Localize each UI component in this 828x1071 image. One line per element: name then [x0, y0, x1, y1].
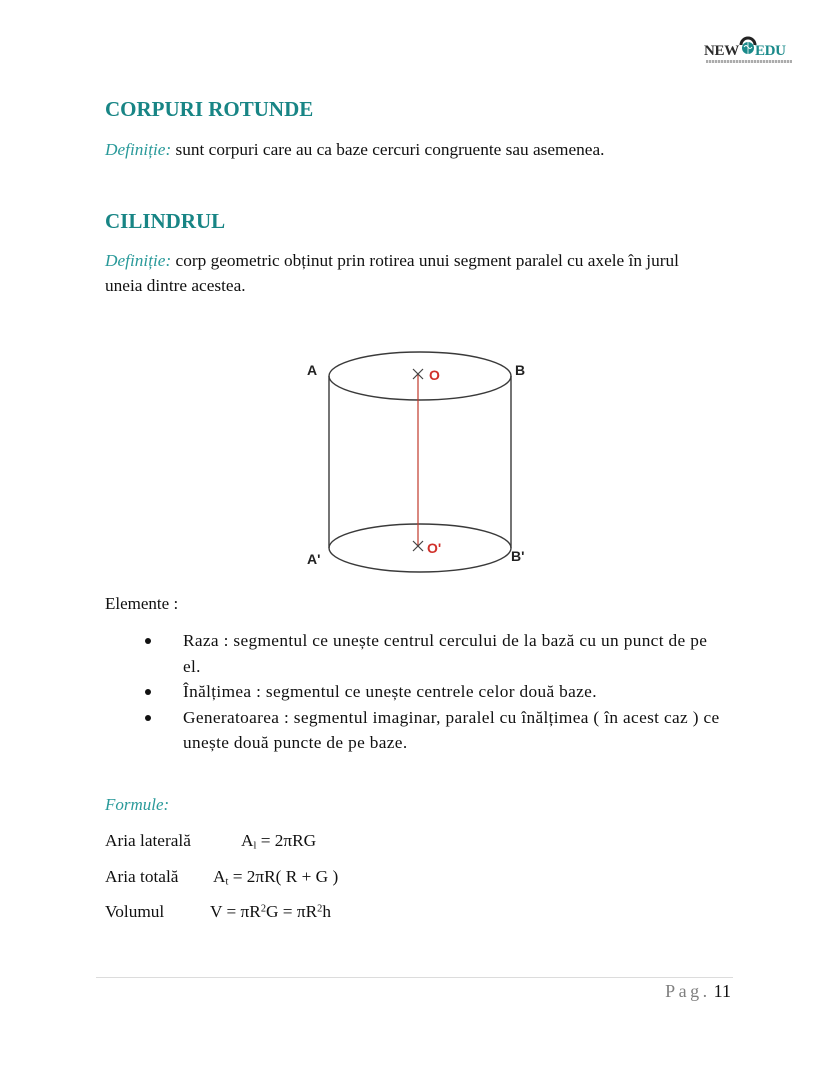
cylinder-diagram: [295, 340, 545, 580]
section-title-cilindrul: CILINDRUL: [105, 209, 226, 233]
label-A-prime: A': [307, 551, 321, 567]
elements-title: Elemente :: [105, 594, 179, 613]
formula-subscript: l: [253, 840, 257, 852]
bullet-icon: [145, 689, 151, 695]
bullet-icon: [145, 715, 151, 721]
definition-text: sunt corpuri care au ca baze cercuri congruente sau asemenea.: [171, 140, 605, 159]
logo-edu-text: EDU: [754, 43, 786, 59]
label-A: A: [307, 362, 318, 378]
label-O: O: [429, 367, 440, 383]
formula-label: Volumul: [105, 902, 165, 921]
definition-text: corp geometric obținut prin rotirea unui segment paralel cu axele în jurul uneia dintre acestea.: [105, 251, 679, 295]
definition-cilindrul: [105, 248, 705, 298]
formula-expression: [213, 867, 338, 887]
formula-rhs: = 2πRG: [256, 831, 317, 850]
formula-lhs: A: [241, 831, 254, 850]
label-O-prime: O': [427, 540, 442, 556]
formula-subscript: t: [225, 876, 229, 888]
logo-tagline: [706, 60, 792, 63]
definition-corpuri-rotunde: [105, 137, 715, 162]
formula-superscript: 2: [317, 903, 323, 915]
formula-part: G = πR: [266, 902, 318, 921]
formula-label: Aria totală: [105, 867, 179, 886]
list-item-raza: [105, 628, 725, 679]
formula-label: Aria laterală: [105, 831, 191, 850]
page-label: Pag.: [665, 981, 711, 1001]
page-number: [665, 981, 731, 1002]
formula-part: V = πR: [210, 902, 261, 921]
bullet-icon: [145, 638, 151, 644]
section-title-corpuri-rotunde: CORPURI ROTUNDE: [105, 97, 314, 121]
formulas-title: Formule:: [105, 795, 170, 814]
formula-part: h: [322, 902, 331, 921]
list-item-generatoarea: [105, 705, 725, 756]
page-value: 11: [713, 981, 731, 1001]
label-B: B: [515, 362, 526, 378]
list-item-text: Raza : segmentul ce unește centrul cercului de la bază cu un punct de pe el.: [183, 631, 708, 676]
formula-superscript: 2: [260, 903, 266, 915]
globe-icon: [738, 36, 758, 56]
list-item-inaltimea: [105, 679, 725, 705]
list-item-text: Generatoarea : segmentul imaginar, paralel cu înălțimea ( în acest caz ) ce unește două puncte de pe baze.: [183, 707, 720, 752]
definition-label: Definiție:: [105, 140, 172, 159]
formula-expression: [210, 902, 331, 922]
list-item-text: Înălțimea : segmentul ce unește centrele celor două baze.: [183, 682, 597, 701]
formula-expression: [241, 831, 316, 851]
formula-rhs: = 2πR( R + G ): [228, 867, 339, 886]
footer-divider: [96, 977, 733, 978]
new-edu-logo: [704, 32, 796, 68]
logo-new-text: NEW: [704, 43, 739, 59]
formula-lhs: A: [213, 867, 226, 886]
label-B-prime: B': [511, 548, 525, 564]
elements-list: [105, 628, 725, 756]
definition-label: Definiție:: [105, 251, 172, 270]
